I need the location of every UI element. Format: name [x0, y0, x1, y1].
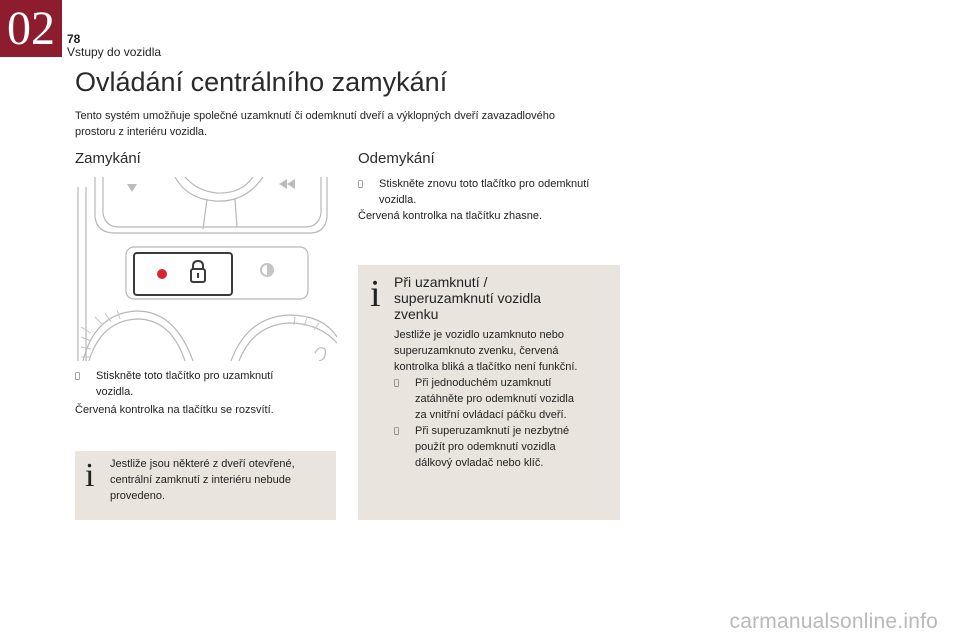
intro-paragraph	[75, 108, 635, 140]
lock-step	[75, 368, 273, 400]
instruction-line: Při superuzamknutí je nezbytné	[415, 425, 570, 437]
simple-lock-instruction	[394, 375, 574, 423]
intro-line: Tento systém umožňuje společné uzamknutí či odemknutí dveří a výklopných dveří zavazadlového	[75, 110, 555, 122]
body-line: kontrolka bliká a tlačítko není funkční.	[394, 361, 578, 373]
info-icon: i	[85, 457, 95, 494]
step-bullet-icon	[394, 375, 415, 423]
unlock-indicator-text: Červená kontrolka na tlačítku zhasne.	[358, 210, 543, 222]
note-line: centrální zamknutí z interiéru nebude	[110, 474, 291, 486]
title-line: superuzamknutí vozidla	[394, 290, 542, 306]
info-icon: i	[370, 273, 381, 315]
note-line: provedeno.	[110, 490, 166, 502]
page-title: Ovládání centrálního zamykání	[75, 67, 448, 97]
instruction-line: Při jednoduchém uzamknutí	[415, 377, 552, 389]
intro-line: prostoru z interiéru vozidla.	[75, 126, 208, 138]
instruction-line: použít pro odemknutí vozidla	[415, 441, 556, 453]
watermark: carmanualsonline.info	[729, 610, 938, 633]
chapter-number: 02	[7, 1, 55, 55]
page-number: 78	[67, 32, 81, 46]
unlock-step-line: Stiskněte znovu toto tlačítko pro odemknutí	[379, 178, 590, 190]
open-door-note	[75, 451, 336, 520]
step-bullet-icon	[394, 423, 415, 471]
unlock-step-line: vozidla.	[379, 194, 417, 206]
step-bullet-icon	[358, 176, 379, 208]
instruction-line: za vnitřní ovládací páčku dveří.	[415, 409, 567, 421]
outside-locking-body	[394, 327, 577, 375]
unlock-step	[358, 176, 589, 208]
instruction-line: dálkový ovladač nebo klíč.	[415, 457, 544, 469]
open-door-note-text	[110, 456, 295, 504]
deadlock-instruction	[394, 423, 569, 471]
outside-locking-title	[394, 274, 541, 322]
lock-step-line: vozidla.	[96, 386, 134, 398]
instruction-line: zatáhněte pro odemknutí vozidla	[415, 393, 574, 405]
outside-locking-info-box	[358, 265, 620, 520]
locking-heading: Zamykání	[75, 150, 141, 167]
lock-step-line: Stiskněte toto tlačítko pro uzamknutí	[96, 370, 274, 382]
unlocking-heading: Odemykání	[358, 150, 435, 167]
body-line: superuzamknuto zvenku, červená	[394, 345, 559, 357]
body-line: Jestliže je vozidlo uzamknuto nebo	[394, 329, 564, 341]
note-line: Jestliže jsou některé z dveří otevřené,	[110, 458, 295, 470]
title-line: Při uzamknutí /	[394, 274, 488, 290]
step-bullet-icon	[75, 368, 96, 400]
title-line: zvenku	[394, 306, 439, 322]
section-label: Vstupy do vozidla	[67, 45, 162, 59]
chapter-tab	[0, 0, 62, 57]
lock-indicator-text: Červená kontrolka na tlačítku se rozsvítí.	[75, 404, 274, 416]
central-locking-button-illustration	[75, 177, 337, 361]
